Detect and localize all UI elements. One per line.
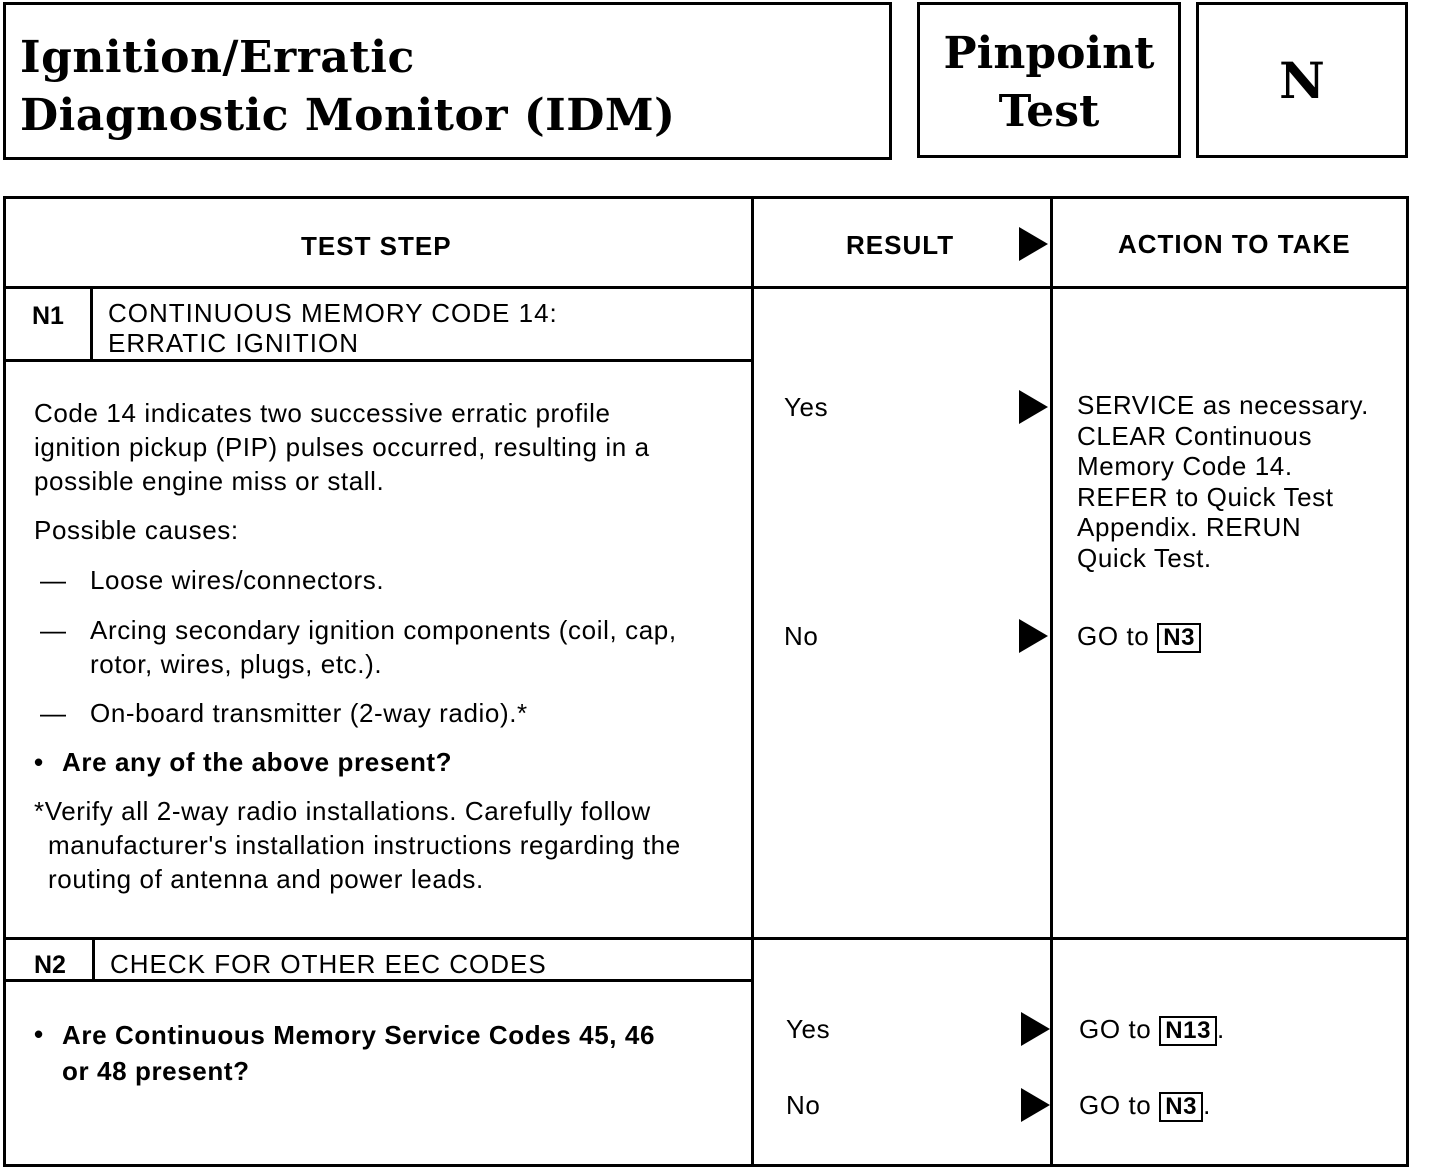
arrow-icon xyxy=(1021,1088,1050,1122)
dash-mark: — xyxy=(40,698,67,728)
action-line: REFER to Quick Test xyxy=(1077,481,1334,512)
step-question: Are any of the above present? xyxy=(62,747,453,777)
description-line: ignition pickup (PIP) pulses occurred, resulting in a xyxy=(34,432,650,462)
action-goto xyxy=(1077,619,1201,653)
test-step-header: TEST STEP xyxy=(301,231,452,261)
result-yes: Yes xyxy=(786,1014,831,1044)
action-goto xyxy=(1079,1088,1211,1122)
causes-label: Possible causes: xyxy=(34,515,239,545)
step-id-divider xyxy=(90,288,93,360)
page-title xyxy=(20,29,675,145)
action-header: ACTION TO TAKE xyxy=(1118,229,1351,259)
action-line: CLEAR Continuous xyxy=(1077,420,1313,451)
punctuation: . xyxy=(1217,1014,1225,1044)
pinpoint-line-2: Test xyxy=(998,86,1100,137)
step-divider xyxy=(6,937,1406,940)
pinpoint-test-box xyxy=(917,2,1181,158)
column-divider xyxy=(1050,199,1053,1167)
step-id-divider xyxy=(92,939,95,981)
step-reference[interactable]: N13 xyxy=(1159,1016,1217,1046)
dash-mark: — xyxy=(40,615,67,645)
description-line: possible engine miss or stall. xyxy=(34,466,385,496)
goto-label: GO to xyxy=(1079,1090,1152,1120)
action-line: Appendix. RERUN xyxy=(1077,512,1302,542)
result-no: No xyxy=(786,1090,821,1120)
column-divider xyxy=(751,199,754,1167)
test-letter-box xyxy=(1196,2,1408,158)
cause-line: Arcing secondary ignition components (coil, cap, xyxy=(90,615,677,645)
step-title-n1 xyxy=(108,298,558,358)
bullet-icon: • xyxy=(34,747,44,777)
footnote-line: manufacturer's installation instructions regarding the xyxy=(48,830,681,860)
action-line: Memory Code 14. xyxy=(1077,451,1293,481)
step-title-divider xyxy=(6,979,752,982)
arrow-icon xyxy=(1019,619,1048,653)
action-text xyxy=(1077,390,1369,573)
action-goto xyxy=(1079,1012,1225,1046)
punctuation: . xyxy=(1203,1090,1211,1120)
result-yes: Yes xyxy=(784,392,829,422)
arrow-icon xyxy=(1021,1012,1050,1046)
title-line-1: Ignition/Erratic xyxy=(20,32,415,83)
arrow-icon xyxy=(1019,227,1048,261)
step-reference[interactable]: N3 xyxy=(1159,1092,1203,1122)
goto-label: GO to xyxy=(1077,621,1150,651)
pinpoint-line-1: Pinpoint xyxy=(943,28,1155,79)
cause-item: Loose wires/connectors. xyxy=(90,565,385,595)
cause-item: On-board transmitter (2-way radio).* xyxy=(90,698,528,728)
step-question xyxy=(62,1017,655,1089)
step-title-n2: CHECK FOR OTHER EEC CODES xyxy=(110,949,547,979)
step-reference[interactable]: N3 xyxy=(1157,623,1201,653)
result-no: No xyxy=(784,621,819,651)
result-header: RESULT xyxy=(846,230,955,260)
goto-label: GO to xyxy=(1079,1014,1152,1044)
title-box xyxy=(3,2,892,160)
step-title-divider xyxy=(6,359,752,362)
bullet-icon: • xyxy=(34,1019,44,1049)
footnote-line: routing of antenna and power leads. xyxy=(48,864,484,894)
question-line: Are Continuous Memory Service Codes 45, 46 xyxy=(62,1020,656,1050)
question-line: or 48 present? xyxy=(62,1056,250,1086)
test-letter: N xyxy=(1279,51,1325,110)
description-line: Code 14 indicates two successive erratic profile xyxy=(34,398,611,428)
action-line: Quick Test. xyxy=(1077,542,1212,573)
footnote-line: *Verify all 2-way radio installations. Carefully follow xyxy=(34,796,651,826)
step-description xyxy=(34,396,650,498)
dash-mark: — xyxy=(40,565,67,595)
step-title-line: ERRATIC IGNITION xyxy=(108,328,359,358)
pinpoint-test-label xyxy=(920,25,1178,141)
footnote xyxy=(34,794,681,896)
step-title-line: CONTINUOUS MEMORY CODE 14: xyxy=(108,298,558,328)
title-line-2: Diagnostic Monitor (IDM) xyxy=(20,90,676,141)
step-id-n1: N1 xyxy=(32,302,64,330)
test-table xyxy=(3,196,1409,1167)
header-divider xyxy=(6,286,1406,289)
step-id-n2: N2 xyxy=(34,951,66,979)
cause-item xyxy=(90,613,677,681)
action-line: SERVICE as necessary. xyxy=(1077,390,1369,420)
arrow-icon xyxy=(1019,390,1048,424)
cause-line: rotor, wires, plugs, etc.). xyxy=(90,649,383,679)
